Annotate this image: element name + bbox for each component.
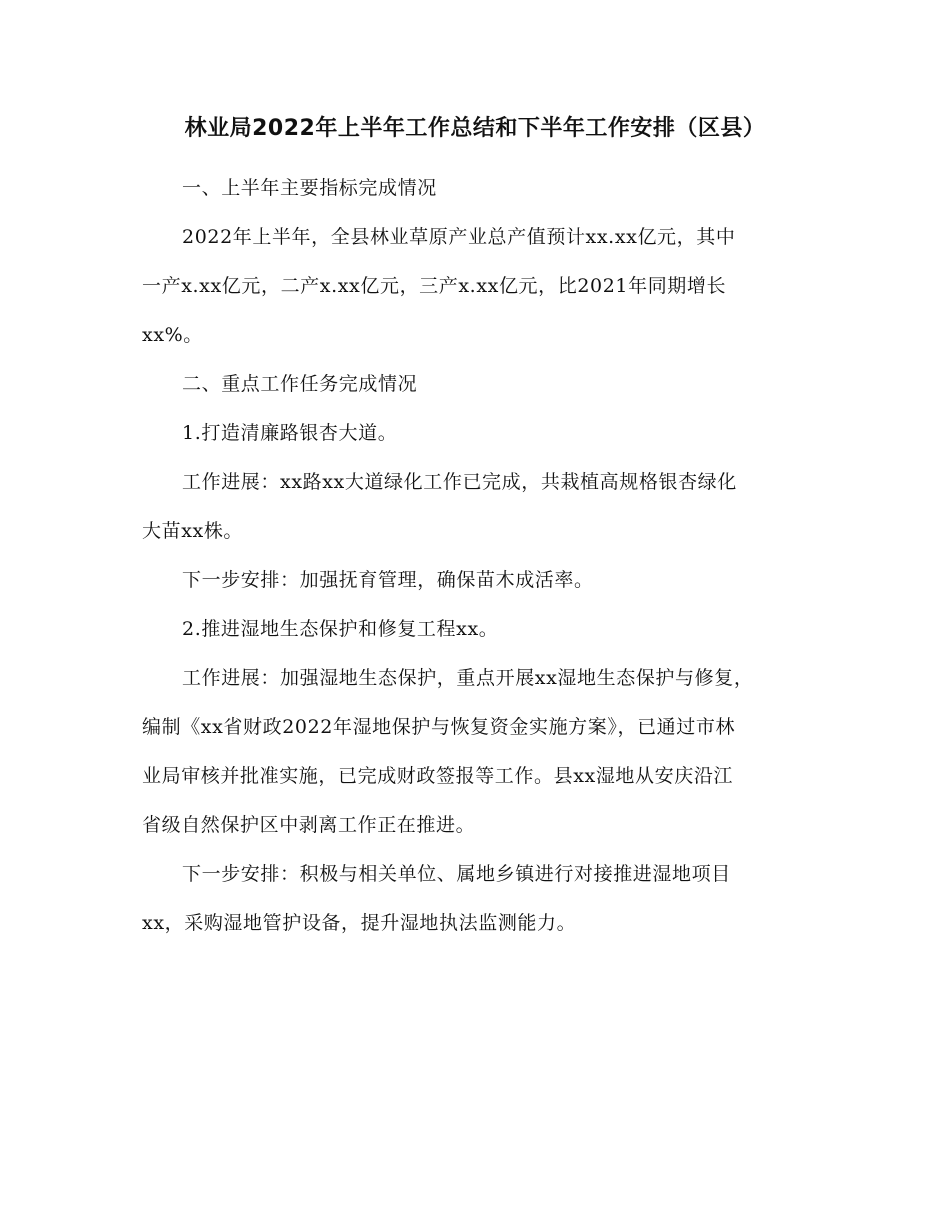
task-heading-1: 1.打造清廉路银杏大道。: [182, 422, 398, 444]
paragraph-task2-progress: 工作进展：加强湿地生态保护，重点开展xx湿地生态保护与修复， 编制《xx省财政2022年湿地保护与恢复资金实施方案》，已通过市林 业局审核并批准实施，已完成财政签报等工作。县xx湿地从安庆沿江 省级自然保护区中剥离工作正在推进。: [142, 667, 754, 836]
paragraph-task2-next-step: 下一步安排：积极与相关单位、属地乡镇进行对接推进湿地项目 xx，采购湿地管护设备，提升湿地执法监测能力。: [142, 863, 731, 934]
document-title: 林业局2022年上半年工作总结和下半年工作安排（区县）: [184, 116, 766, 141]
document-body: [142, 164, 808, 948]
section-heading-1: 一、上半年主要指标完成情况: [182, 177, 437, 199]
task-heading-2: 2.推进湿地生态保护和修复工程xx。: [182, 618, 499, 640]
paragraph-task1-progress: 工作进展：xx路xx大道绿化工作已完成，共栽植高规格银杏绿化 大苗xx株。: [142, 471, 737, 542]
paragraph-task1-next-step: 下一步安排：加强抚育管理，确保苗木成活率。: [182, 569, 594, 591]
section-heading-2: 二、重点工作任务完成情况: [182, 373, 418, 395]
paragraph-output-summary: 2022年上半年，全县林业草原产业总产值预计xx.xx亿元，其中 一产x.xx亿元，二产x.xx亿元，三产x.xx亿元，比2021年同期增长 xx%。: [142, 226, 736, 346]
